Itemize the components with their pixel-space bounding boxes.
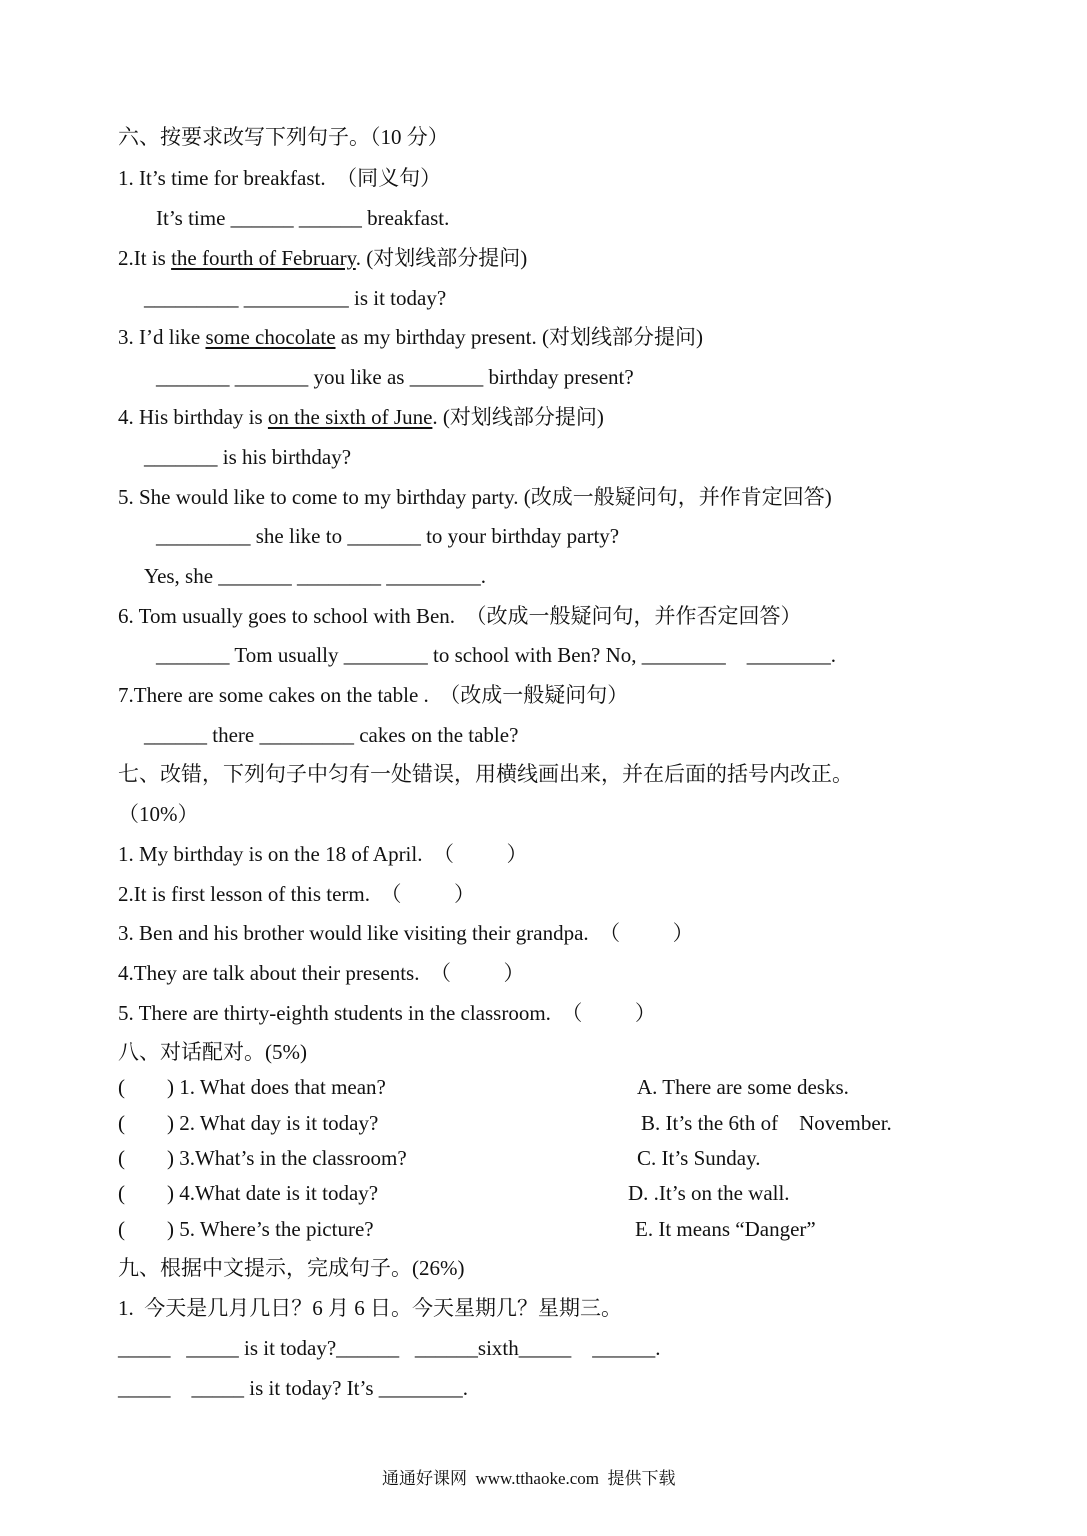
- s6-q2-answer: _________ __________ is it today?: [144, 286, 447, 310]
- s6-q7-text: 7.There are some cakes on the table . （改成一般疑问句）: [118, 683, 629, 707]
- s6-q5-answer-1: _________ she like to _______ to your birthday party?: [156, 524, 620, 548]
- s8-question-3: ( ) 3.What’s in the classroom?: [118, 1146, 407, 1170]
- s6-q3-pre: 3. I’d like: [118, 325, 206, 349]
- s6-q5-answer-2: Yes, she _______ ________ _________.: [144, 564, 487, 588]
- s9-q1-answer-2: _____ _____ is it today? It’s ________.: [118, 1376, 468, 1400]
- section-8-heading: 八、对话配对。(5%): [118, 1040, 307, 1064]
- s7-item-5: 5. There are thirty-eighth students in the classroom. （ ）: [118, 1001, 656, 1025]
- s7-item-3: 3. Ben and his brother would like visiting their grandpa. （ ）: [118, 921, 694, 945]
- s6-q7-answer: ______ there _________ cakes on the table?: [144, 723, 519, 747]
- page-footer: 通通好课网 www.tthaoke.com 提供下载: [382, 1469, 676, 1488]
- s8-answer-e: E. It means “Danger”: [635, 1217, 816, 1241]
- s7-item-4: 4.They are talk about their presents. （ ）: [118, 961, 525, 985]
- s6-q4-text: [118, 404, 604, 430]
- s6-q3-post: as my birthday present. (对划线部分提问): [335, 325, 703, 349]
- s6-q3-underlined: some chocolate: [205, 325, 336, 349]
- s7-item-2: 2.It is first lesson of this term. （ ）: [118, 882, 475, 906]
- s9-q1-text: 1. 今天是几月几日？6 月 6 日。今天星期几？星期三。: [118, 1296, 622, 1320]
- section-6-heading: 六、按要求改写下列句子。（10 分）: [118, 125, 449, 149]
- s6-q1-answer: It’s time ______ ______ breakfast.: [156, 206, 450, 230]
- s6-q6-text: 6. Tom usually goes to school with Ben. （改成一般疑问句，并作否定回答）: [118, 604, 802, 628]
- s8-answer-c: C. It’s Sunday.: [637, 1146, 761, 1170]
- s6-q5-text: 5. She would like to come to my birthday party. (改成一般疑问句，并作肯定回答): [118, 485, 832, 509]
- s9-q1-answer-1: _____ _____ is it today?______ ______sixth_____ ______.: [118, 1336, 661, 1360]
- s6-q3-answer: _______ _______ you like as _______ birthday present?: [156, 365, 634, 389]
- s6-q2-post: . (对划线部分提问): [355, 246, 528, 270]
- section-7-heading-cont: （10%）: [118, 802, 199, 826]
- s6-q2-underlined: the fourth of February: [171, 246, 356, 270]
- s6-q2-text: [118, 245, 527, 271]
- section-9-heading: 九、根据中文提示，完成句子。(26%): [118, 1256, 465, 1280]
- s8-question-2: ( ) 2. What day is it today?: [118, 1111, 379, 1135]
- s8-answer-a: A. There are some desks.: [637, 1075, 849, 1099]
- s6-q4-underlined: on the sixth of June: [267, 405, 433, 429]
- s8-question-5: ( ) 5. Where’s the picture?: [118, 1217, 374, 1241]
- s8-question-4: ( ) 4.What date is it today?: [118, 1181, 379, 1205]
- s6-q2-pre: 2.It is: [118, 246, 172, 270]
- s8-answer-b: B. It’s the 6th of November.: [641, 1111, 892, 1135]
- s6-q4-answer: _______ is his birthday?: [144, 445, 352, 469]
- s6-q6-answer: _______ Tom usually ________ to school with Ben? No, ________ ________.: [156, 643, 837, 667]
- s7-item-1: 1. My birthday is on the 18 of April. （ ）: [118, 842, 528, 866]
- s6-q4-post: . (对划线部分提问): [432, 405, 604, 429]
- s8-question-1: ( ) 1. What does that mean?: [118, 1075, 386, 1099]
- s8-answer-d: D. .It’s on the wall.: [628, 1181, 790, 1205]
- s6-q4-pre: 4. His birthday is: [118, 405, 268, 429]
- s6-q3-text: [118, 324, 703, 350]
- section-7-heading: 七、改错，下列句子中匀有一处错误，用横线画出来，并在后面的括号内改正。: [118, 762, 853, 786]
- s6-q1-text: 1. It’s time for breakfast. （同义句）: [118, 166, 442, 190]
